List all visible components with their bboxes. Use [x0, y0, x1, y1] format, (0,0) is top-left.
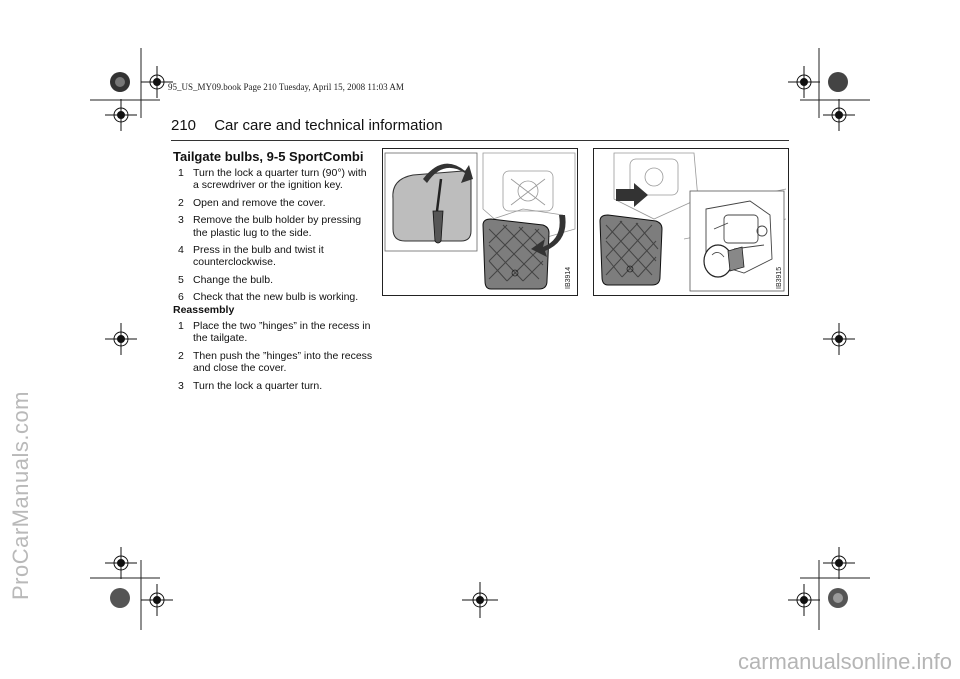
reassembly-steps-list: [173, 320, 373, 397]
figure-code: IB3914: [565, 266, 572, 289]
illustration-cover-removal: [382, 148, 578, 296]
figure-code: IB3915: [776, 266, 783, 289]
list-item: [173, 350, 373, 375]
step-number: 1: [178, 167, 184, 179]
step-text: Press in the bulb and twist it counterclockwise.: [193, 244, 324, 269]
step-text: Turn the lock a quarter turn (90°) with a screwdriver or the ignition key.: [193, 167, 367, 192]
step-number: 3: [178, 214, 184, 227]
reassembly-title: Reassembly: [173, 304, 235, 316]
bottom-watermark: carmanualsonline.info: [737, 649, 952, 674]
section-title: Tailgate bulbs, 9-5 SportCombi: [173, 149, 364, 164]
list-item: [173, 197, 373, 209]
list-item: [173, 291, 373, 303]
step-text: Check that the new bulb is working.: [193, 291, 359, 304]
step-number: 4: [178, 244, 184, 257]
print-meta-line: 95_US_MY09.book Page 210 Tuesday, April 15, 2008 11:03 AM: [168, 82, 404, 92]
step-text: Place the two ”hinges” in the recess in the tailgate.: [193, 320, 371, 345]
step-text: Then push the ”hinges” into the recess and close the cover.: [193, 349, 373, 375]
cover-removal-drawing: [383, 149, 577, 295]
step-number: 3: [178, 379, 184, 392]
page-header: [171, 117, 443, 134]
list-item: [173, 244, 373, 269]
page-number: 210: [171, 117, 197, 134]
header-divider: [171, 140, 789, 141]
list-item: [173, 167, 373, 192]
list-item: [173, 274, 373, 286]
list-item: [173, 380, 373, 392]
step-number: 5: [178, 273, 184, 286]
step-number: 2: [178, 349, 184, 362]
illustration-bulb-replacement: [593, 148, 789, 296]
step-text: Remove the bulb holder by pressing the plastic lug to the side.: [193, 214, 362, 239]
bulb-replacement-drawing: [594, 149, 788, 295]
removal-steps-list: [173, 167, 373, 309]
step-text: Open and remove the cover.: [193, 196, 326, 209]
step-number: 6: [178, 291, 184, 304]
step-text: Turn the lock a quarter turn.: [193, 379, 323, 392]
list-item: [173, 320, 373, 345]
step-number: 2: [178, 196, 184, 209]
list-item: [173, 214, 373, 239]
step-number: 1: [178, 320, 184, 332]
side-watermark: ProCarManuals.com: [8, 390, 33, 600]
step-text: Change the bulb.: [193, 273, 273, 286]
chapter-title: Car care and technical information: [214, 117, 443, 134]
